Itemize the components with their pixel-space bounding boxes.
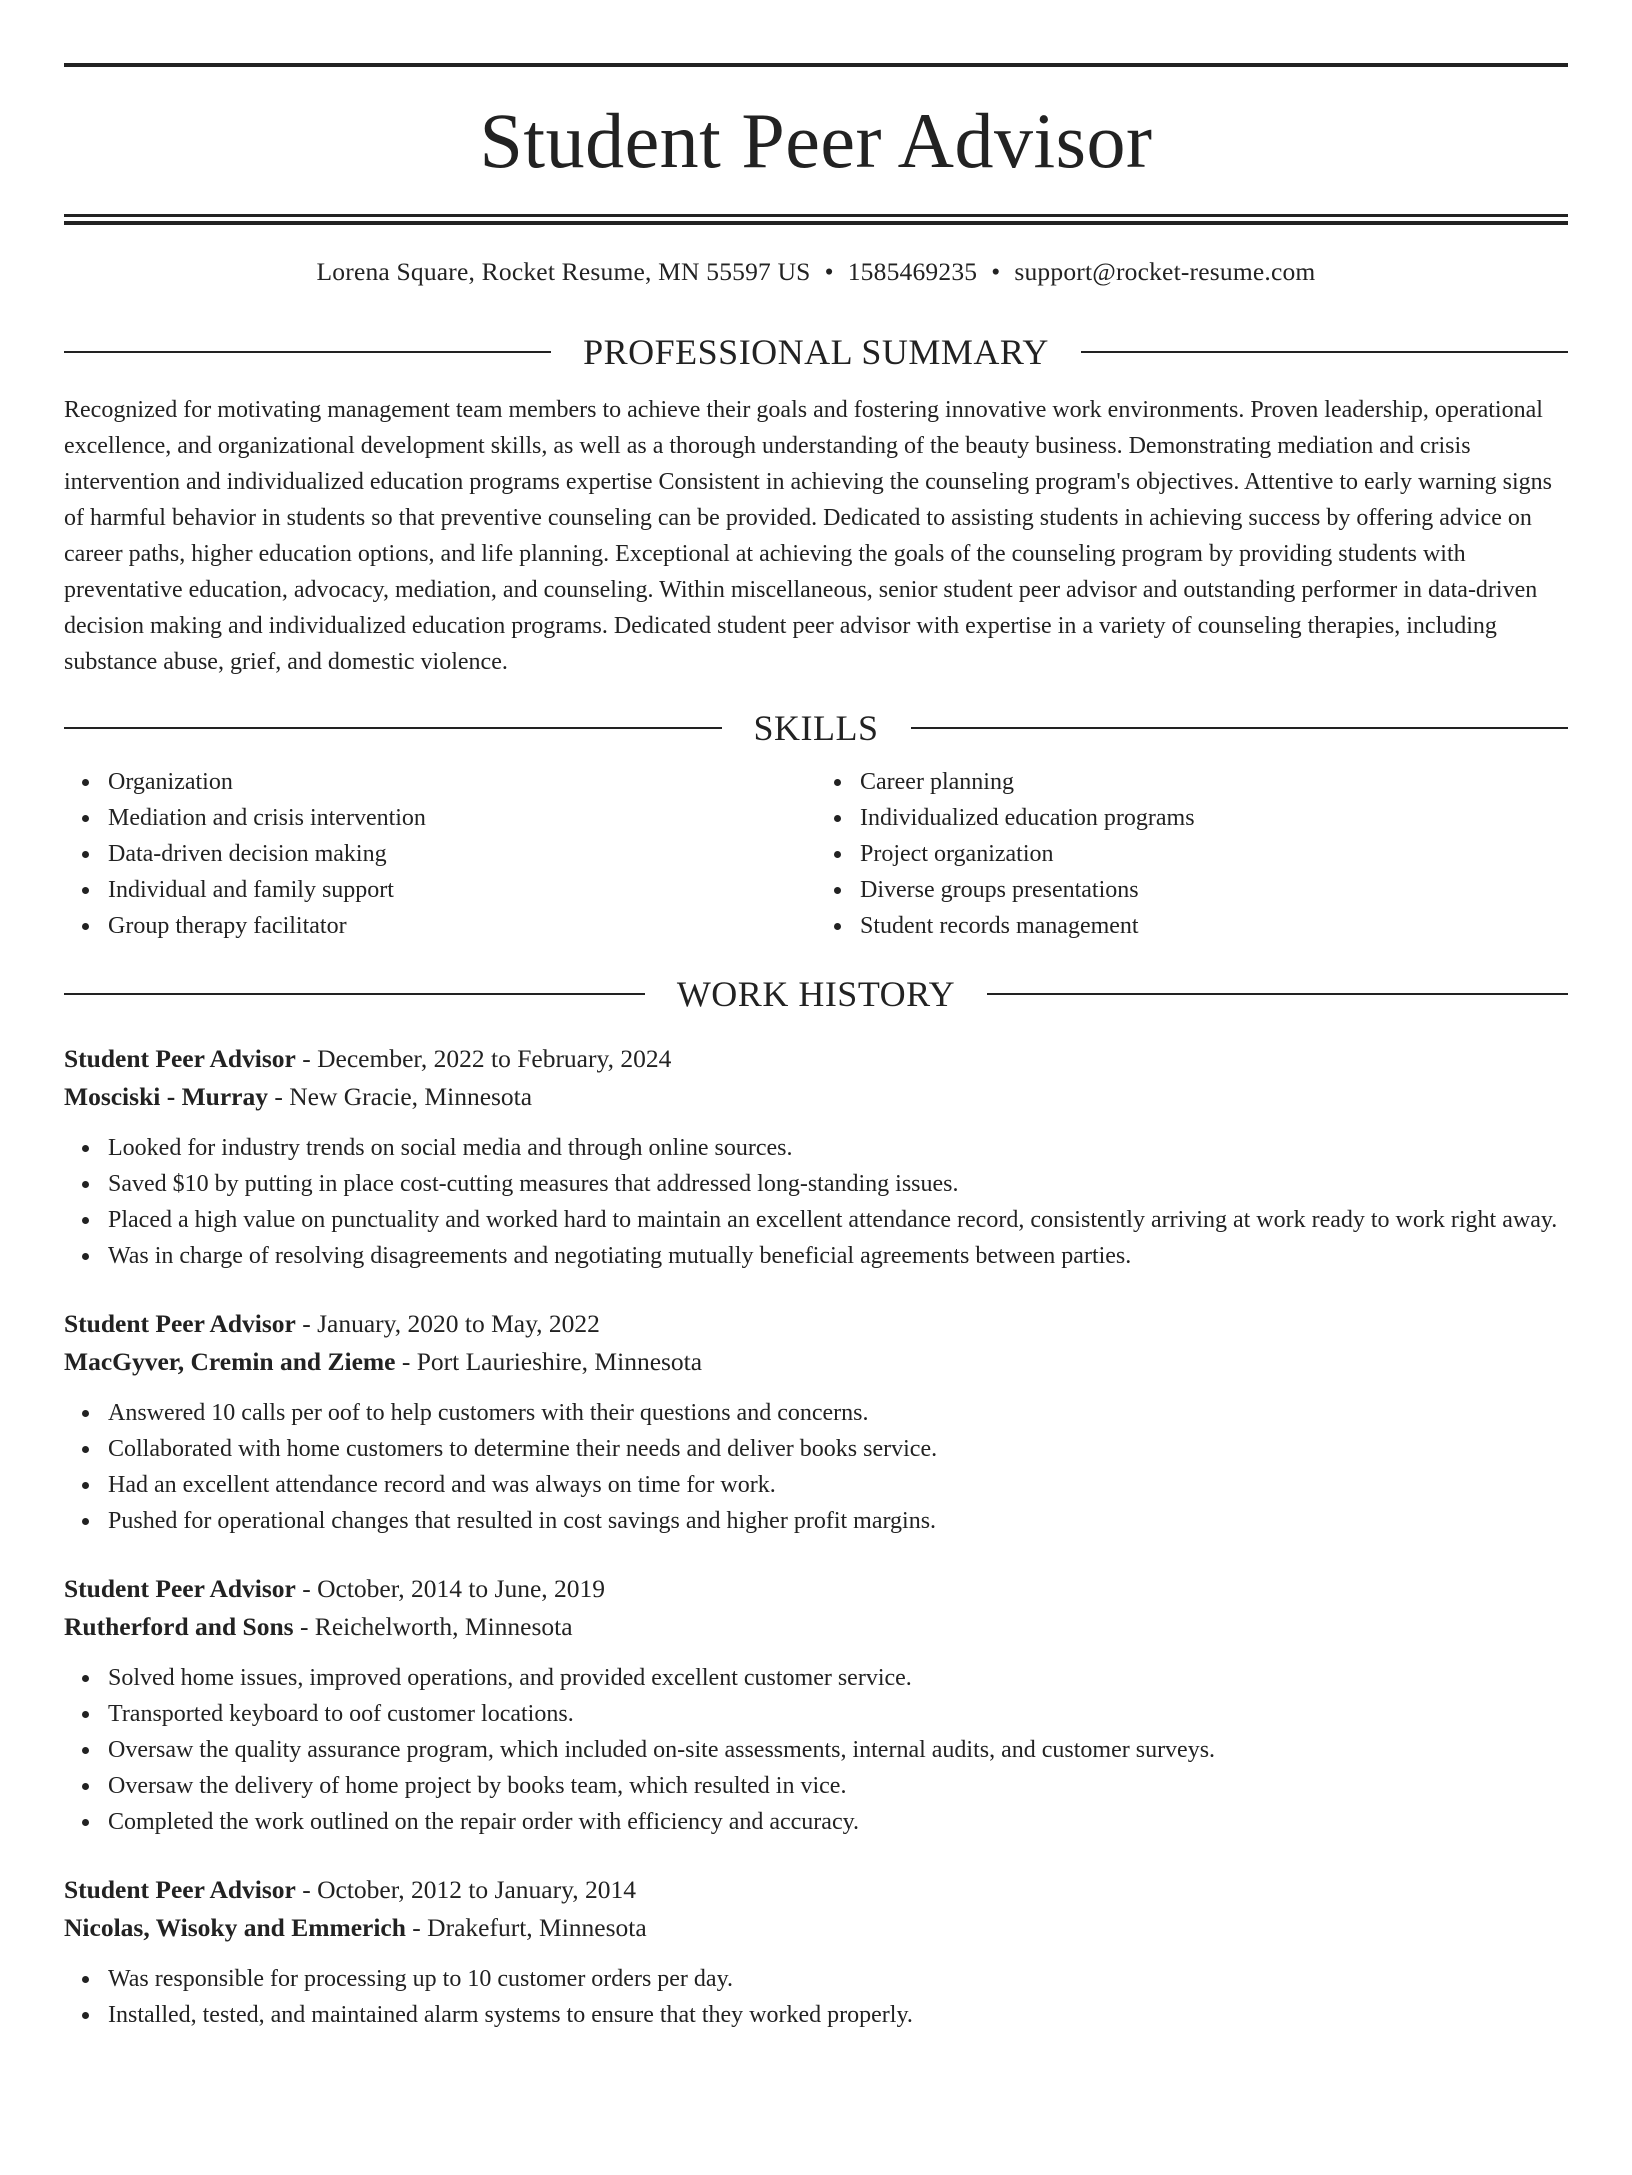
- job-company-line: [64, 1078, 1568, 1116]
- job-location: - Reichelworth, Minnesota: [293, 1612, 573, 1641]
- job-company-line: [64, 1343, 1568, 1381]
- job-bullet: Collaborated with home customers to determine their needs and deliver books service.: [108, 1431, 1568, 1467]
- job-bullet: Was in charge of resolving disagreements and negotiating mutually beneficial agreements between parties.: [108, 1238, 1568, 1274]
- skills-heading-label: SKILLS: [753, 708, 879, 748]
- job-company: Mosciski - Murray: [64, 1082, 268, 1111]
- job-bullet: Had an excellent attendance record and was always on time for work.: [108, 1467, 1568, 1503]
- job-company: MacGyver, Cremin and Zieme: [64, 1347, 396, 1376]
- skill-item: Student records management: [860, 908, 1568, 944]
- contact-phone: 1585469235: [847, 257, 978, 286]
- job-bullet: Saved $10 by putting in place cost-cutting measures that addressed long-standing issues.: [108, 1166, 1568, 1202]
- job-bullet: Answered 10 calls per oof to help customers with their questions and concerns.: [108, 1395, 1568, 1431]
- heading-rule-right: [911, 727, 1569, 729]
- job-dates: - October, 2012 to January, 2014: [295, 1875, 636, 1904]
- skill-item: Project organization: [860, 836, 1568, 872]
- job-location: - Drakefurt, Minnesota: [405, 1913, 647, 1942]
- job-company-line: [64, 1608, 1568, 1646]
- heading-rule-left: [64, 351, 551, 353]
- job-dates: - October, 2014 to June, 2019: [295, 1574, 606, 1603]
- job-title: Student Peer Advisor: [64, 1044, 296, 1073]
- job-company: Nicolas, Wisoky and Emmerich: [64, 1913, 406, 1942]
- summary-heading: [64, 330, 1568, 374]
- heading-rule-right: [1081, 351, 1568, 353]
- job-bullet: Completed the work outlined on the repair order with efficiency and accuracy.: [108, 1804, 1568, 1840]
- work-heading-label: WORK HISTORY: [676, 974, 956, 1014]
- job-title: Student Peer Advisor: [64, 1574, 296, 1603]
- job-bullets: [64, 1660, 1568, 1840]
- skills-list-left: [64, 764, 816, 944]
- job-title-line: [64, 1305, 1568, 1343]
- job-bullet: Oversaw the delivery of home project by books team, which resulted in vice.: [108, 1768, 1568, 1804]
- job-location: - New Gracie, Minnesota: [267, 1082, 533, 1111]
- skills-heading: [64, 706, 1568, 750]
- job-title-line: [64, 1871, 1568, 1909]
- skill-item: Individual and family support: [108, 872, 816, 908]
- job-title-line: [64, 1570, 1568, 1608]
- contact-email: support@rocket-resume.com: [1014, 257, 1316, 286]
- job-bullets: [64, 1395, 1568, 1539]
- heading-rule-left: [64, 727, 722, 729]
- contact-line: [64, 256, 1568, 288]
- skill-item: Individualized education programs: [860, 800, 1568, 836]
- job-bullet: Looked for industry trends on social media and through online sources.: [108, 1130, 1568, 1166]
- resume-page: [0, 63, 1632, 2175]
- work-heading: [64, 972, 1568, 1016]
- job-bullet: Solved home issues, improved operations, and provided excellent customer service.: [108, 1660, 1568, 1696]
- job-entry: [64, 1305, 1568, 1539]
- job-entry: [64, 1040, 1568, 1274]
- top-rule: [64, 63, 1568, 67]
- contact-separator: •: [991, 257, 1001, 286]
- skill-item: Group therapy facilitator: [108, 908, 816, 944]
- job-location: - Port Laurieshire, Minnesota: [395, 1347, 703, 1376]
- heading-rule-right: [987, 993, 1568, 995]
- job-bullet: Installed, tested, and maintained alarm systems to ensure that they worked properly.: [108, 1997, 1568, 2033]
- job-bullet: Pushed for operational changes that resulted in cost savings and higher profit margins.: [108, 1503, 1568, 1539]
- job-company: Rutherford and Sons: [64, 1612, 294, 1641]
- job-bullet: Transported keyboard to oof customer locations.: [108, 1696, 1568, 1732]
- contact-address: Lorena Square, Rocket Resume, MN 55597 US: [316, 257, 811, 286]
- skills-list-right: [816, 764, 1568, 944]
- job-dates: - January, 2020 to May, 2022: [295, 1309, 600, 1338]
- skills-columns: [64, 764, 1568, 944]
- job-bullet: Placed a high value on punctuality and worked hard to maintain an excellent attendance record, consistently arriving at work ready to work right away.: [108, 1202, 1568, 1238]
- job-title: Student Peer Advisor: [64, 1309, 296, 1338]
- skill-item: Data-driven decision making: [108, 836, 816, 872]
- summary-heading-label: PROFESSIONAL SUMMARY: [583, 332, 1049, 372]
- job-company-line: [64, 1909, 1568, 1947]
- skill-item: Diverse groups presentations: [860, 872, 1568, 908]
- job-bullet: Oversaw the quality assurance program, which included on-site assessments, internal audits, and customer surveys.: [108, 1732, 1568, 1768]
- job-title: Student Peer Advisor: [64, 1875, 296, 1904]
- job-bullet: Was responsible for processing up to 10 customer orders per day.: [108, 1961, 1568, 1997]
- title-double-rule: [64, 214, 1568, 225]
- job-bullets: [64, 1961, 1568, 2033]
- job-title-line: [64, 1040, 1568, 1078]
- job-entry: [64, 1871, 1568, 2033]
- job-bullets: [64, 1130, 1568, 1274]
- page-title: Student Peer Advisor: [479, 97, 1153, 184]
- heading-rule-left: [64, 993, 645, 995]
- contact-separator: •: [824, 257, 834, 286]
- job-entry: [64, 1570, 1568, 1840]
- summary-text: Recognized for motivating management team members to achieve their goals and fostering innovative work environments. Proven leadership, operational excellence, and organizational development skills, as well as a thorough understanding of the beauty business. Demonstrating mediation and crisis intervention and individualized education programs expertise Consistent in achieving the counseling program's objectives. Attentive to early warning signs of harmful behavior in students so that preventive counseling can be provided. Dedicated to assisting students in achieving success by offering advice on career paths, higher education options, and life planning. Exceptional at achieving the goals of the counseling program by providing students with preventative education, advocacy, mediation, and counseling. Within miscellaneous, senior student peer advisor and outstanding performer in data-driven decision making and individualized education programs. Dedicated student peer advisor with expertise in a variety of counseling therapies, including substance abuse, grief, and domestic violence.: [64, 397, 1552, 675]
- skill-item: Mediation and crisis intervention: [108, 800, 816, 836]
- job-dates: - December, 2022 to February, 2024: [295, 1044, 672, 1073]
- skill-item: Organization: [108, 764, 816, 800]
- skill-item: Career planning: [860, 764, 1568, 800]
